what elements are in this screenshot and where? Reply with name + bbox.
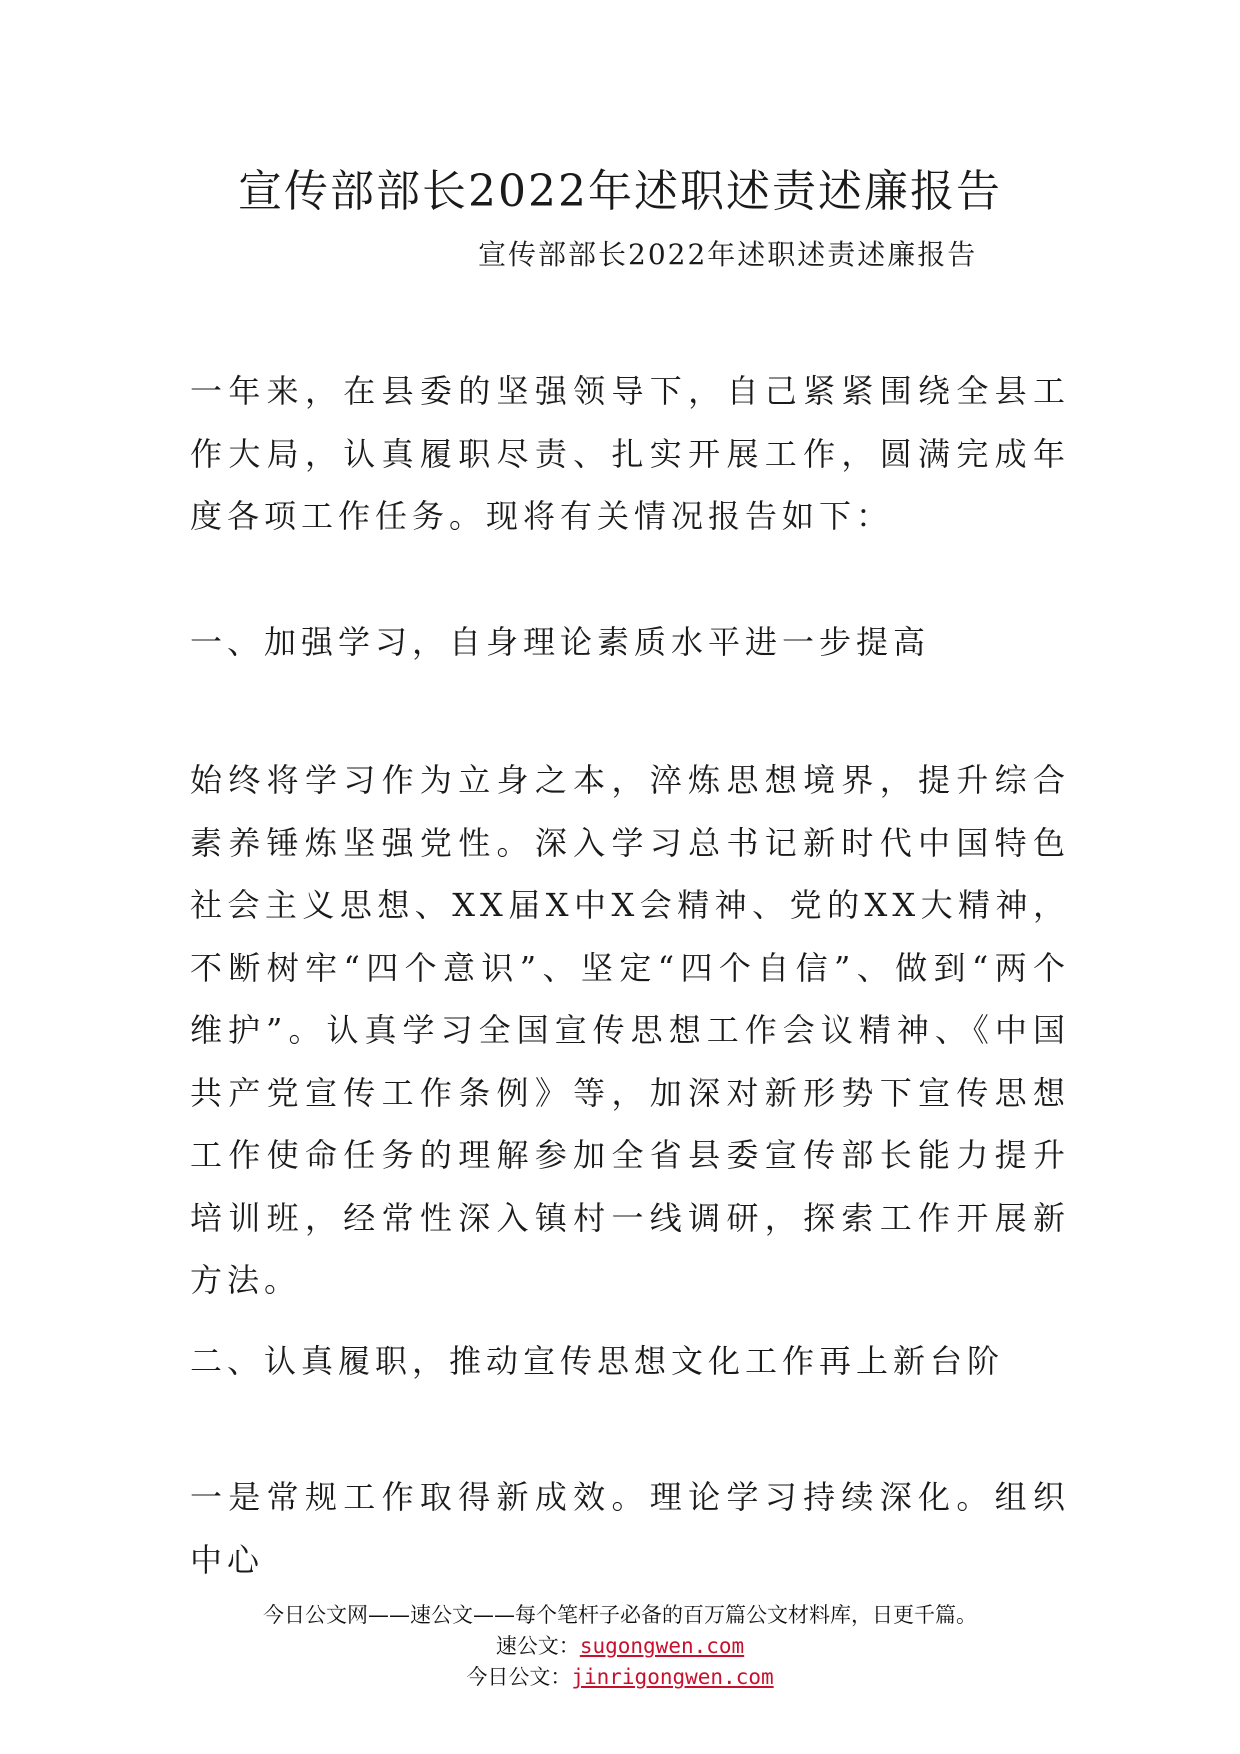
section-two-paragraph: 一是常规工作取得新成效。理论学习持续深化。组织中心: [190, 1478, 1070, 1579]
section-heading-two: 二、认真履职，推动宣传思想文化工作再上新台阶: [190, 1342, 1005, 1380]
footer-sugongwen-label: 速公文：: [495, 1634, 580, 1658]
footer-slogan: 今日公文网——速公文——每个笔杆子必备的百万篇公文材料库，日更千篇。: [263, 1603, 977, 1627]
document-subtitle: 宣传部部长2022年述职述责述廉报告: [478, 238, 978, 271]
intro-paragraph: 一年来，在县委的坚强领导下，自己紧紧围绕全县工作大局，认真履职尽责、扎实开展工作，圆满完成年度各项工作任务。现将有关情况报告如下：: [190, 372, 1070, 535]
section-heading-one: 一、加强学习，自身理论素质水平进一步提高: [190, 623, 931, 661]
sugongwen-link[interactable]: sugongwen.com: [579, 1634, 745, 1658]
page-footer: [0, 1600, 1240, 1693]
section-one-paragraph: 始终将学习作为立身之本，淬炼思想境界，提升综合素养锤炼坚强党性。深入学习总书记新时代中国特色社会主义思想、XX届X中X会精神、党的XX大精神，不断树牢“四个意识”、坚定“四个自信”、做到“两个维护”。认真学习全国宣传思想工作会议精神、《中国共产党宣传工作条例》等，加深对新形势下宣传思想工作使命任务的理解参加全省县委宣传部长能力提升培训班，经常性深入镇村一线调研，探索工作开展新方法。: [190, 761, 1070, 1299]
footer-jinrigongwen-label: 今日公文：: [466, 1665, 572, 1689]
document-title: 宣传部部长2022年述职述责述廉报告: [238, 166, 1002, 217]
footer-jinrigongwen-line: [0, 1662, 1240, 1693]
jinrigongwen-link[interactable]: jinrigongwen.com: [571, 1665, 774, 1689]
footer-sugongwen-line: [0, 1631, 1240, 1662]
